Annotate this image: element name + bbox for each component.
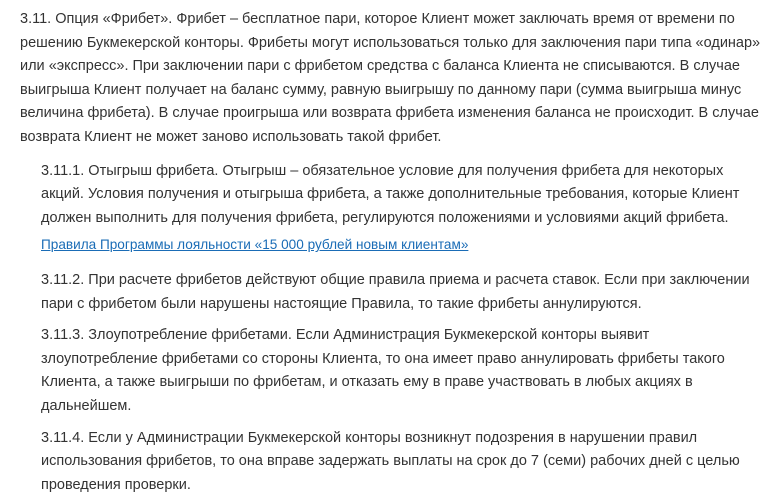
section-3-11-4-paragraph: 3.11.4. Если у Администрации Букмекерской конторы возникнут подозрения в нарушении правил использования фрибетов, то она вправе задержать выплаты на срок до 7 (семи) рабочих дней с целью проведения проверки.: [41, 427, 765, 497]
section-3-11-3-paragraph: 3.11.3. Злоупотребление фрибетами. Если Администрация Букмекерской конторы выявит злоупотребление фрибетами со стороны Клиента, то она имеет право аннулировать фрибеты такого Клиента, а также выигрыши по фрибетам, и отказать ему в праве участвовать в любых акциях в дальнейшем.: [41, 324, 765, 418]
loyalty-link-paragraph: [41, 233, 765, 258]
section-3-11-2-paragraph: 3.11.2. При расчете фрибетов действуют общие правила приема и расчета ставок. Если при заключении пари с фрибетом были нарушены настоящие Правила, то такие фрибеты аннулируются.: [41, 269, 765, 316]
section-3-11-1-paragraph: 3.11.1. Отыгрыш фрибета. Отыгрыш – обязательное условие для получения фрибета для некоторых акций. Условия получения и отыгрыша фрибета, а также дополнительные требования, которые Клиент должен выполнить для получения фрибета, регулируются положениями и условиями акций фрибета.: [41, 160, 765, 231]
loyalty-program-rules-link[interactable]: Правила Программы лояльности «15 000 рублей новым клиентам»: [41, 237, 468, 252]
section-3-11-paragraph: 3.11. Опция «Фрибет». Фрибет – бесплатное пари, которое Клиент может заключать время от времени по решению Букмекерской конторы. Фрибеты могут использоваться только для заключения пари типа «одинар» или «экспресс». При заключении пари с фрибетом средства с баланса Клиента не списываются. В случае выигрыша Клиент получает на баланс сумму, равную выигрышу по данному пари (сумма выигрыша минус величина фрибета). В случае проигрыша или возврата фрибета изменения баланса не происходит. В случае возврата Клиент не может заново использовать такой фрибет.: [20, 8, 765, 150]
